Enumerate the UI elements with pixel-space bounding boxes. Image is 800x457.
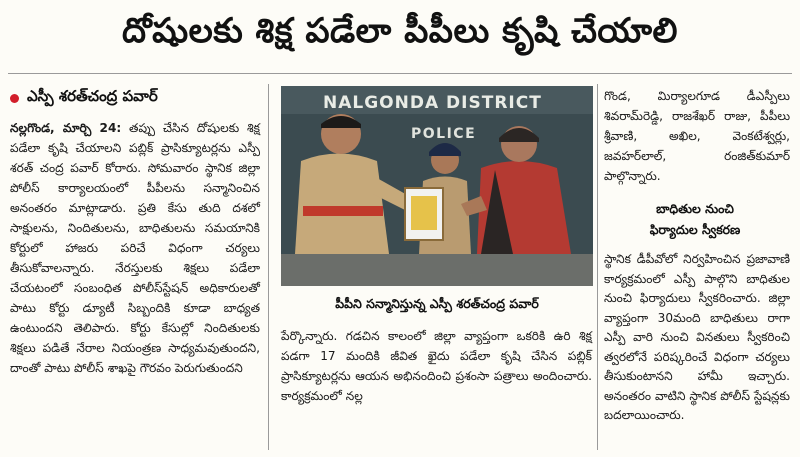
headline: దోషులకు శిక్ష పడేలా పీపీలు కృషి చేయాలి: [122, 11, 678, 51]
banner-text-2: POLICE: [411, 126, 477, 142]
column-1-body: [10, 118, 260, 450]
headline-rule: [8, 73, 792, 74]
dateline: నల్లగొండ, మార్చి 24:: [10, 121, 122, 135]
article-body-1: తప్పు చేసిన దోషులకు శిక్ష పడేలా కృషి చేయాలని పబ్లిక్ ప్రాసిక్యూటర్లను ఎస్పీ శరత్ చంద్ర పవార్ కోరారు. సోమవారం స్థానిక జిల్లా పోలీస్ కార్యాలయంలో పీపీలను సన్మానించిన అనంతరం మాట్లాడారు. ప్రతి కేసు తుది దశలో సాక్షులను, నిందితులను, బాధితులను సమయానికి కోర్టులో హాజరు పరిచే విధంగా చర్యలు తీసుకోవాలన్నారు. నేరస్తులకు శిక్షలు పడేలా చేయటంలో సంబంధిత పోలీస్‌స్టేషన్ అధికారులతో పాటు కోర్టు డ్యూటీ సిబ్బందికి కూడా బాధ్యత ఉంటుందని తెలిపారు. కోర్టు కేసుల్లో నిందితులకు శిక్షలు పడితే నేరాల నియంత్రణ సాధ్యమవుతుందని, దాంతో పాటు పోలీస్ శాఖపై గౌరవం పెరుగుతుందని: [10, 121, 260, 375]
photo-caption: పీపీని సన్మానిస్తున్న ఎస్పీ శరత్‌చంద్ర పవార్: [335, 295, 539, 311]
column-rule-left: [268, 84, 269, 450]
subheading-line-1: బాధితుల నుంచి: [656, 201, 734, 216]
column-3-top: [604, 86, 790, 192]
banner-text: NALGONDA DISTRICT: [323, 93, 542, 113]
photo-illustration: [281, 86, 593, 286]
bullet-icon: [10, 94, 19, 103]
column-2-body: [281, 326, 592, 450]
article-paragraph-2: పేర్కొన్నారు. గడచిన కాలంలో జిల్లా వ్యాప్తంగా ఒకరికి ఉరి శిక్ష పడగా 17 మందికి జీవిత ఖైదు పడేలా కృషి చేసిన పబ్లిక్ ప్రాసిక్యూటర్లను ఆయన అభినందించి ప్రశంసా పత్రాలు అందించారు. కార్యక్రమంలో నల్ల: [281, 329, 592, 403]
news-photo: [281, 86, 593, 286]
byline: [10, 86, 260, 110]
subheading: [600, 198, 790, 242]
column-rule-right: [597, 84, 598, 450]
column-3-body: [604, 250, 790, 450]
article-continuation: గొండ, మిర్యాలగూడ డీఎస్పీలు శివరామ్‌రెడ్డి, రాజశేఖర్ రాజు, పీపీలు శ్రీవాణి, అఖిల, వెంకటేశ్వర్లు, జవహర్‌లాల్, రంజిత్‌కుమార్ పాల్గొన్నారు.: [604, 89, 790, 183]
byline-text: ఎస్పీ శరత్‌చంద్ర పవార్: [27, 87, 158, 105]
article-paragraph-3: స్థానిక డీపీవోలో నిర్వహించిన ప్రజావాణి కార్యక్రమంలో ఎస్పీ పాల్గొని బాధితుల నుంచి ఫిర్యాదులు స్వీకరించారు. జిల్లా వ్యాప్తంగా 30మంది బాధితులు రాగా ఎస్పీ వారి నుంచి వినతులు స్వీకరించి త్వరలోనే పరిష్కరించే విధంగా చర్యలు తీసుకుంటానని హామీ ఇచ్చారు. అనంతరం వాటిని స్థానిక పోలీస్ స్టేషన్లకు బదలాయించారు.: [604, 252, 790, 422]
article-paragraph-1: [10, 118, 260, 378]
subheading-line-2: ఫిర్యాదుల స్వీకరణ: [649, 222, 741, 237]
